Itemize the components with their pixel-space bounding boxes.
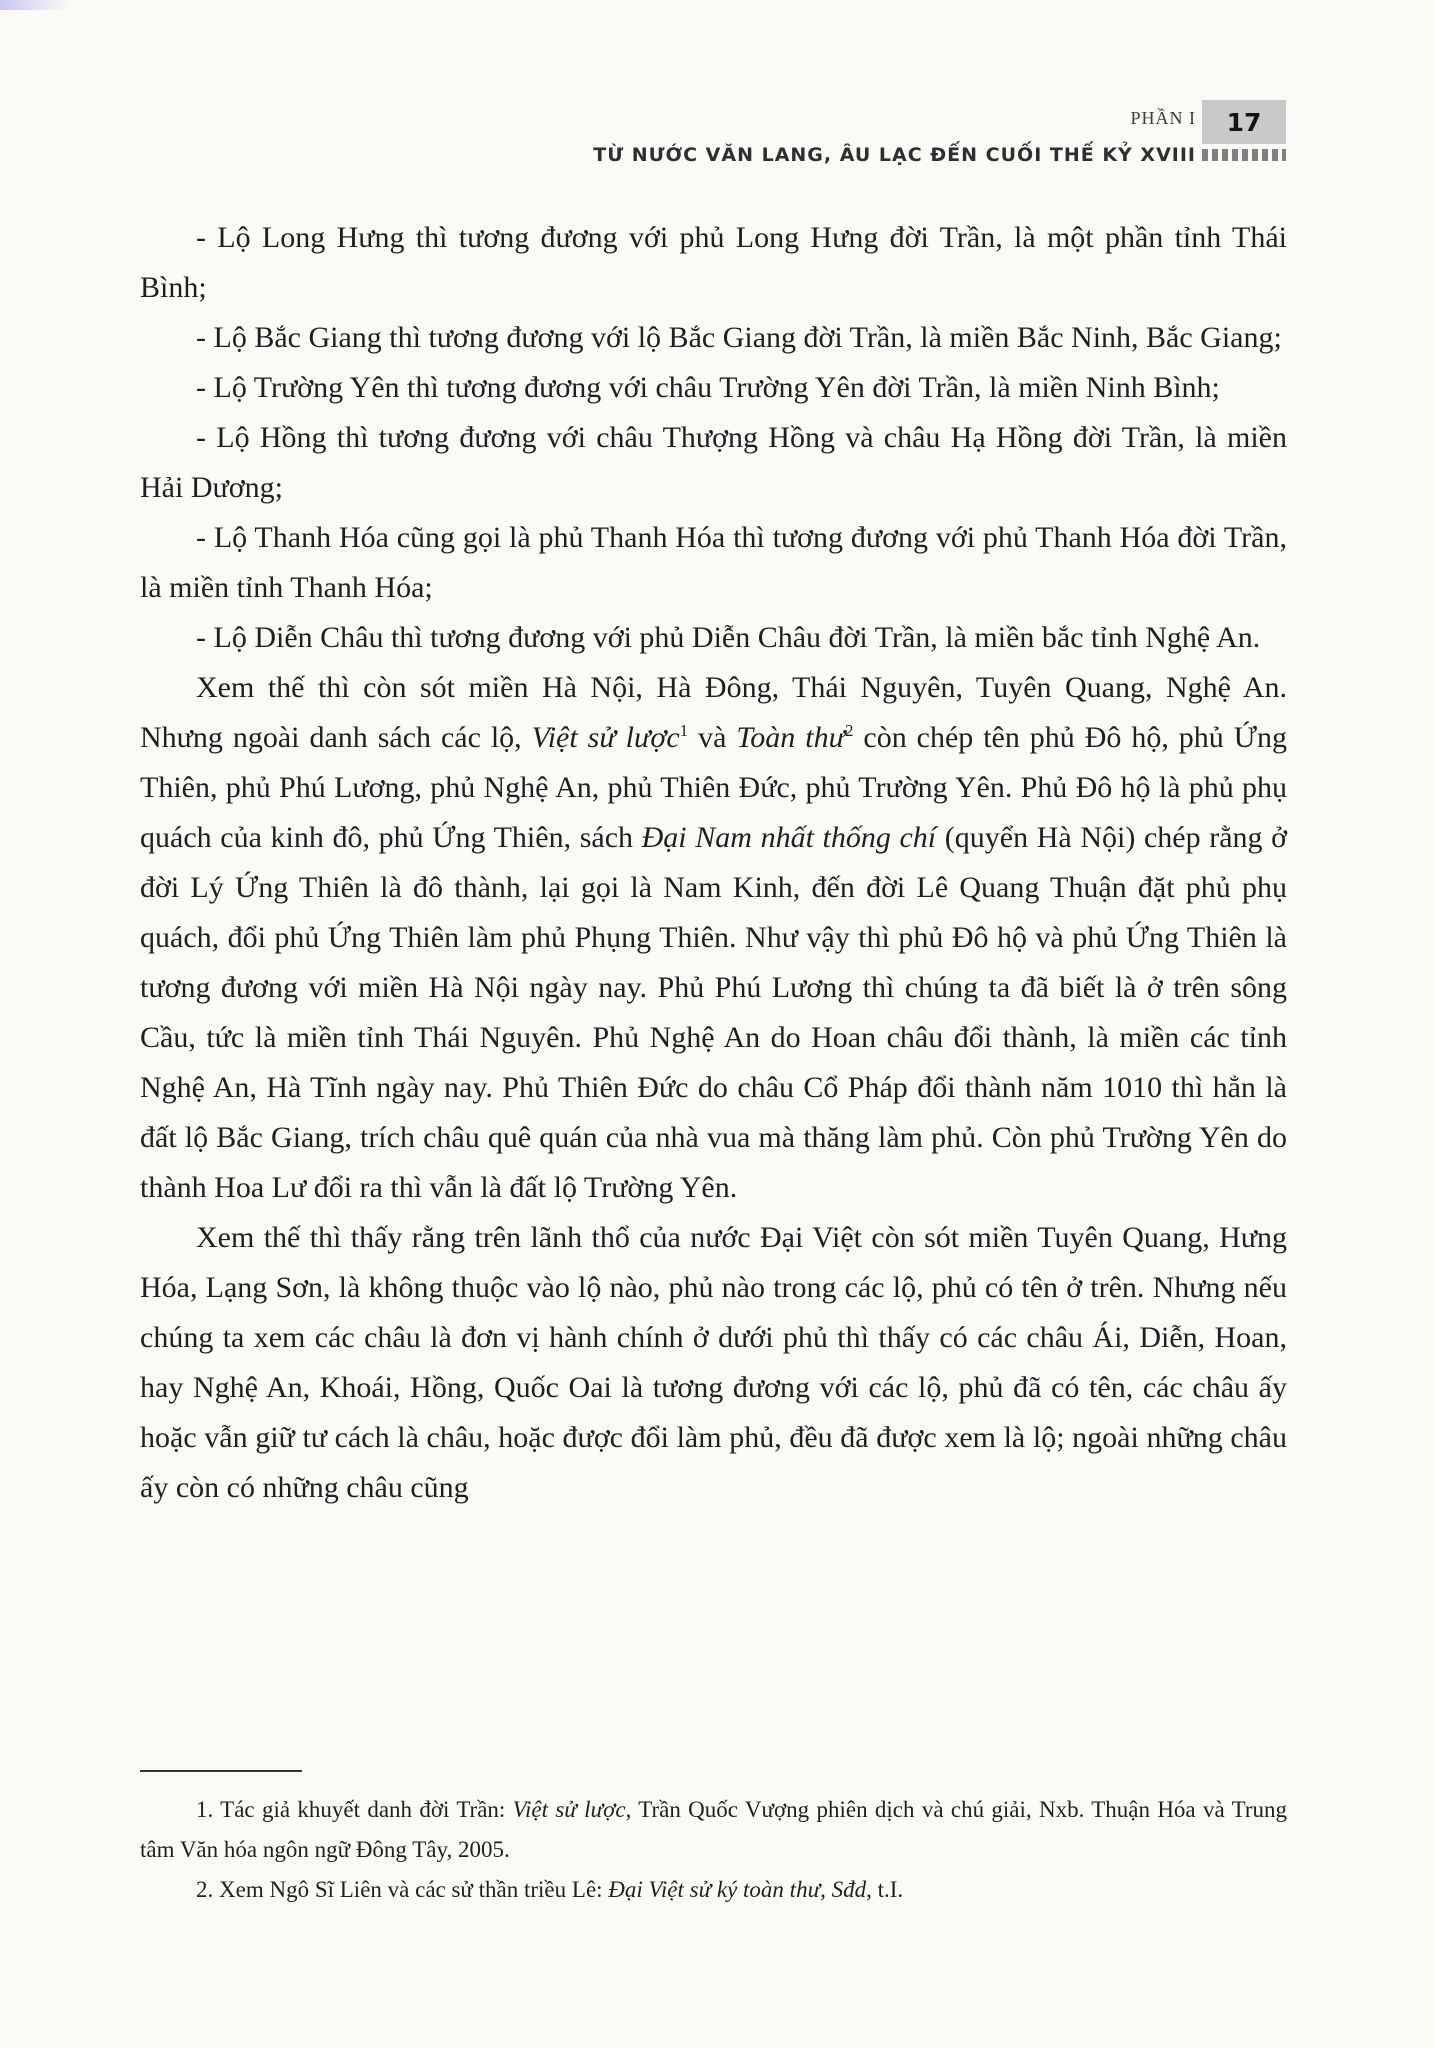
- book-title: Đại Nam nhất thống chí: [641, 821, 937, 854]
- text-span: 2. Xem Ngô Sĩ Liên và các sử thần triều Lê:: [196, 1877, 609, 1902]
- list-item: - Lộ Thanh Hóa cũng gọi là phủ Thanh Hóa thì tương đương với phủ Thanh Hóa đời Trần, là miền tỉnh Thanh Hóa;: [140, 521, 1287, 604]
- paragraph-1: [140, 663, 1287, 1213]
- footnote-1: [140, 1790, 1287, 1870]
- list-item: - Lộ Bắc Giang thì tương đương với lộ Bắc Giang đời Trần, là miền Bắc Ninh, Bắc Giang;: [196, 321, 1282, 354]
- footnotes: [140, 1790, 1287, 1910]
- paragraph-2: Xem thế thì thấy rằng trên lãnh thổ của nước Đại Việt còn sót miền Tuyên Quang, Hưng Hóa, Lạng Sơn, là không thuộc vào lộ nào, phủ nào trong các lộ, phủ có tên ở trên. Nhưng nếu chúng ta xem các châu là đơn vị hành chính ở dưới phủ thì thấy có các châu Ái, Diễn, Hoan, hay Nghệ An, Khoái, Hồng, Quốc Oai là tương đương với các lộ, phủ đã có tên, các châu ấy hoặc vẫn giữ tư cách là châu, hoặc được đổi làm phủ, đều đã được xem là lộ; ngoài những châu ấy còn có những châu cũng: [140, 1221, 1287, 1504]
- page-number-ornament: [1202, 149, 1286, 161]
- running-header: [540, 100, 1288, 170]
- text-span: (quyển Hà Nội) chép rằng ở đời Lý Ứng Thiên là đô thành, lại gọi là Nam Kinh, đến đời Lê Quang Thuận đặt phủ phụ quách, đổi phủ Ứng Thiên làm phủ Phụng Thiên. Như vậy thì phủ Đô hộ và phủ Ứng Thiên là tương đương với miền Hà Nội ngày nay. Phủ Phú Lương thì chúng ta đã biết là ở trên sông Cầu, tức là miền tỉnh Thái Nguyên. Phủ Nghệ An do Hoan châu đổi thành, là miền các tỉnh Nghệ An, Hà Tĩnh ngày nay. Phủ Thiên Đức do châu Cổ Pháp đổi thành năm 1010 thì hẳn là đất lộ Bắc Giang, trích châu quê quán của nhà vua mà thăng làm phủ. Còn phủ Trường Yên do thành Hoa Lư đổi ra thì vẫn là đất lộ Trường Yên.: [140, 821, 1287, 1204]
- chapter-title: TỪ NƯỚC VĂN LANG, ÂU LẠC ĐẾN CUỐI THẾ KỶ XVIII: [593, 144, 1196, 166]
- text-span: 1. Tác giả khuyết danh đời Trần:: [196, 1797, 513, 1822]
- text-span: và: [688, 721, 737, 754]
- scan-edge-shadow: [0, 0, 70, 10]
- book-title: Việt sử lược: [512, 1797, 626, 1822]
- list-item: - Lộ Hồng thì tương đương với châu Thượng Hồng và châu Hạ Hồng đời Trần, là miền Hải Dương;: [140, 421, 1287, 504]
- list-item: - Lộ Trường Yên thì tương đương với châu Trường Yên đời Trần, là miền Ninh Bình;: [196, 371, 1220, 404]
- text-span: , Trần Quốc Vượng phiên dịch và chú giải, Nxb. Thuận Hóa và Trung tâm Văn hóa ngôn ngữ Đông Tây, 2005.: [140, 1797, 1287, 1862]
- book-title: Đại Việt sử ký toàn thư, Sđd: [608, 1877, 867, 1902]
- page-number-box: [1202, 100, 1286, 144]
- footnote-ref-2[interactable]: 2: [844, 721, 854, 740]
- text-span: , t.I.: [866, 1877, 904, 1902]
- text-span: còn chép tên phủ Đô hộ, phủ Ứng Thiên, phủ Phú Lương, phủ Nghệ An, phủ Thiên Đức, phủ Trường Yên. Phủ Đô hộ là phủ phụ quách của kinh đô, phủ Ứng Thiên, sách: [140, 721, 1287, 854]
- book-title: Toàn thư: [736, 721, 845, 754]
- body-text: [140, 213, 1287, 1513]
- footnote-ref-1[interactable]: 1: [679, 721, 689, 740]
- part-label: PHẦN I: [1130, 108, 1196, 128]
- footnote-divider: [140, 1770, 302, 1772]
- footnote-2: [140, 1870, 1287, 1910]
- text-span: Xem thế thì còn sót miền Hà Nội, Hà Đông, Thái Nguyên, Tuyên Quang, Nghệ An. Nhưng ngoài danh sách các lộ,: [140, 671, 1287, 754]
- page-number: 17: [1226, 107, 1262, 137]
- list-item: - Lộ Long Hưng thì tương đương với phủ Long Hưng đời Trần, là một phần tỉnh Thái Bình;: [140, 221, 1287, 304]
- list-item: - Lộ Diễn Châu thì tương đương với phủ Diễn Châu đời Trần, là miền bắc tỉnh Nghệ An.: [196, 621, 1261, 654]
- book-title: Việt sử lược: [531, 721, 680, 754]
